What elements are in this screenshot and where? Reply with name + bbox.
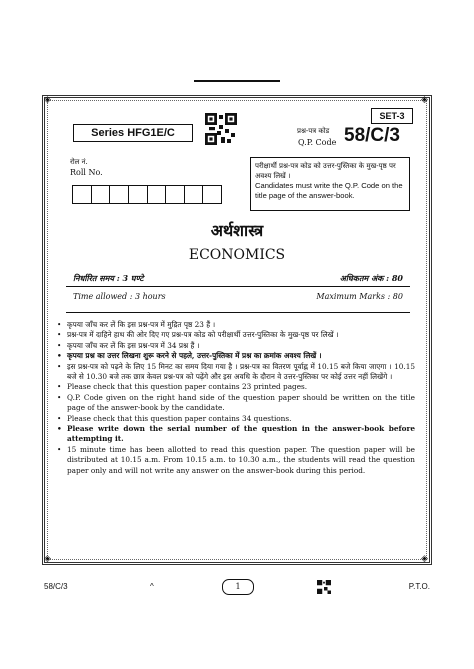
corner-ornament-icon: ◈ <box>44 95 51 105</box>
qp-code-value: 58/C/3 <box>344 125 400 146</box>
candidate-note-hindi: परीक्षार्थी प्रश्न-पत्र कोड को उत्तर-पुस्तिका के मुख-पृष्ठ पर अवश्य लिखें । <box>255 162 396 180</box>
series-code: Series HFG1E/C <box>73 124 193 142</box>
footer-caret: ^ <box>150 582 154 591</box>
roll-label-hindi: रोल नं. <box>70 158 88 166</box>
roll-number-boxes[interactable] <box>72 185 222 204</box>
roll-digit-box[interactable] <box>148 186 167 203</box>
roll-digit-box[interactable] <box>166 186 185 203</box>
corner-ornament-icon: ◈ <box>421 95 428 105</box>
divider <box>66 312 410 313</box>
qp-code-label-hindi: प्रश्न-पत्र कोड <box>297 127 330 135</box>
instruction-item: • प्रश्न-पत्र में दाहिने हाथ की ओर दिए गए प्रश्न-पत्र कोड को परीक्षार्थी उत्तर-पुस्तिका के मुख-पृष्ठ पर लिखें । <box>57 330 415 340</box>
instruction-item: • 15 minute time has been allotted to read this question paper. The question paper will be distributed at 10.15 a.m. From 10.15 a.m. to 10.30 a.m., the students will read the question paper only and will not write any answer on the answer-book during this period. <box>57 445 415 476</box>
roll-digit-box[interactable] <box>129 186 148 203</box>
roll-label: Roll No. <box>70 168 103 177</box>
max-marks-hindi: अधिकतम अंक : 80 <box>339 273 403 283</box>
divider <box>66 286 410 287</box>
top-rule <box>194 80 280 82</box>
candidate-note-box <box>250 157 410 211</box>
footer-code: 58/C/3 <box>44 582 68 591</box>
corner-ornament-icon: ◈ <box>421 554 428 564</box>
instruction-item: • Please check that this question paper contains 34 questions. <box>57 414 415 424</box>
instructions-list <box>57 320 415 476</box>
subject-title: ECONOMICS <box>188 247 286 263</box>
instruction-item: • इस प्रश्न-पत्र को पढ़ने के लिए 15 मिनट का समय दिया गया है । प्रश्न-पत्र का वितरण पूर्वाह्न में 10.15 बजे किया जाएगा । 10.15 बजे से 10.30 बजे तक छात्र केवल प्रश्न-पत्र को पढ़ेंगे और इस अवधि के दौरान वे उत्तर-पुस्तिका पर कोई उत्तर नहीं लिखेंगे । <box>57 362 415 383</box>
pto-label: P.T.O. <box>408 582 430 591</box>
corner-ornament-icon: ◈ <box>44 554 51 564</box>
roll-digit-box[interactable] <box>92 186 111 203</box>
instruction-item: • कृपया जाँच कर लें कि इस प्रश्न-पत्र में 34 प्रश्न हैं । <box>57 341 415 351</box>
subject-title-hindi: अर्थशास्त्र <box>210 221 264 240</box>
set-label: SET-3 <box>371 108 413 124</box>
instruction-item: • Q.P. Code given on the right hand side of the question paper should be written on the title page of the answer-book by the candidate. <box>57 393 415 414</box>
time-allowed: Time allowed : 3 hours <box>73 292 166 301</box>
roll-digit-box[interactable] <box>203 186 221 203</box>
qp-code-label: Q.P. Code <box>298 138 337 147</box>
max-marks: Maximum Marks : 80 <box>316 292 403 301</box>
qr-code-icon <box>317 580 331 594</box>
instruction-item: • Please check that this question paper contains 23 printed pages. <box>57 382 415 392</box>
candidate-note-english: Candidates must write the Q.P. Code on the title page of the answer-book. <box>255 181 403 200</box>
time-allowed-hindi: निर्धारित समय : 3 घण्टे <box>73 273 144 283</box>
page-number: 1 <box>222 579 254 595</box>
roll-digit-box[interactable] <box>73 186 92 203</box>
instruction-item: • कृपया प्रश्न का उत्तर लिखना शुरू करने से पहले, उत्तर-पुस्तिका में प्रश्न का क्रमांक अवश्य लिखें । <box>57 351 415 361</box>
instruction-item: • कृपया जाँच कर लें कि इस प्रश्न-पत्र में मुद्रित पृष्ठ 23 हैं । <box>57 320 415 330</box>
roll-digit-box[interactable] <box>185 186 204 203</box>
qr-code-icon <box>205 113 237 145</box>
instruction-item: • Please write down the serial number of the question in the answer-book before attempting it. <box>57 424 415 445</box>
roll-digit-box[interactable] <box>110 186 129 203</box>
